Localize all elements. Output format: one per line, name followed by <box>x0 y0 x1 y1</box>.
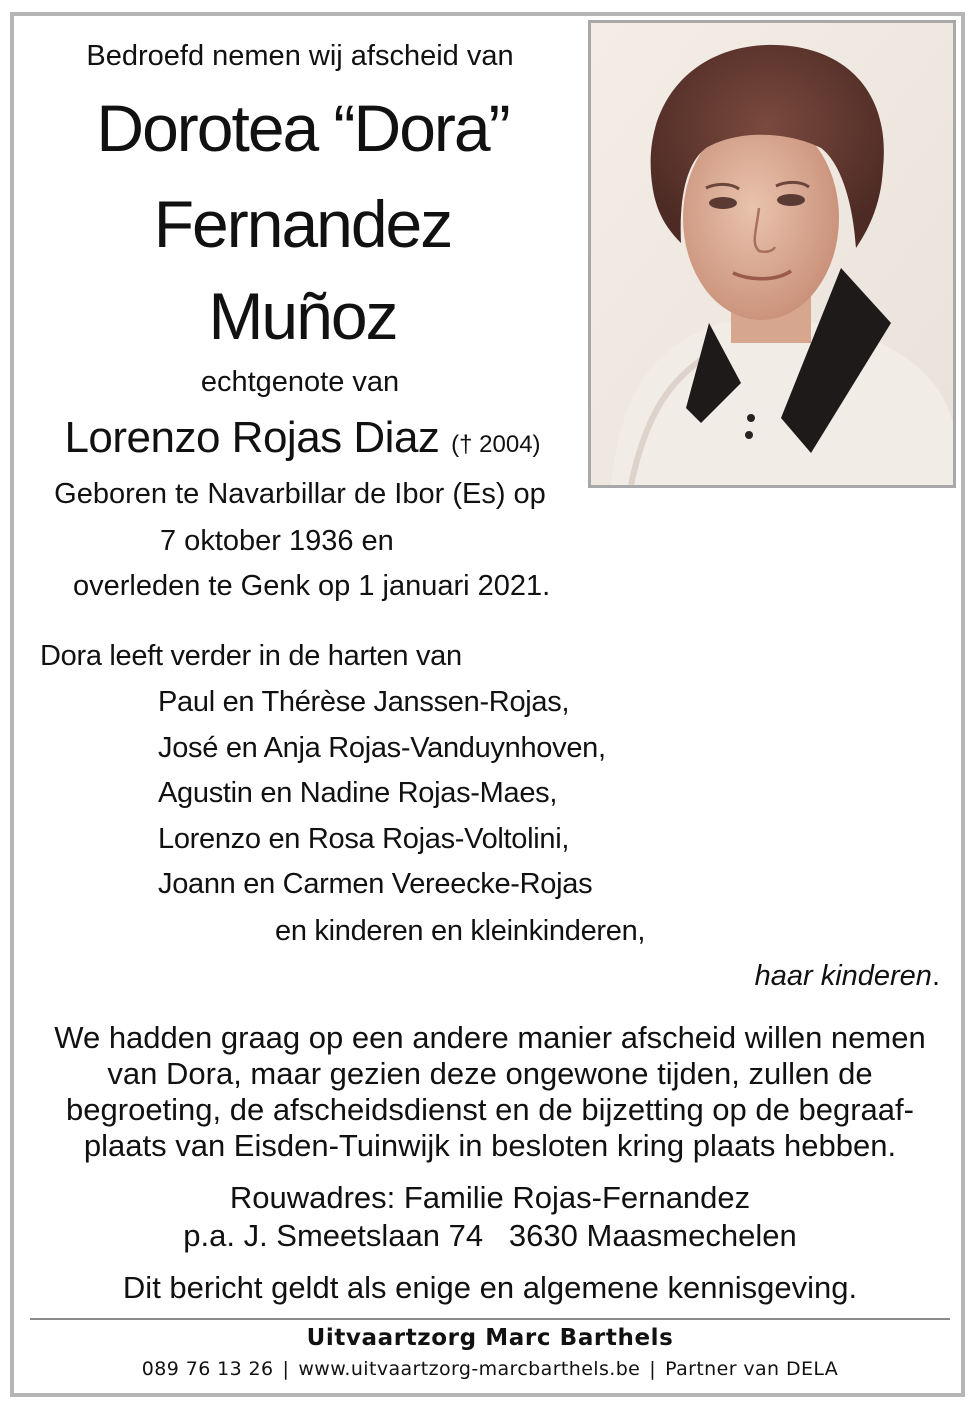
spouse-label: echtgenote van <box>200 366 400 398</box>
signoff <box>755 960 940 993</box>
portrait-illustration <box>591 23 953 485</box>
family-member: José en Anja Rojas-Vanduynhoven, <box>158 732 606 764</box>
spouse-line <box>30 413 575 463</box>
partner-text: Partner van DELA <box>665 1358 839 1380</box>
separator: | <box>282 1358 290 1380</box>
closing-paragraph: We hadden graag op een andere manier afscheid willen nemen van Dora, maar gezien deze ongewone tijden, zullen de begroeting, de afscheidsdienst en de bijzetting op de begraaf-plaats van Eisden-Tuinwijk in besloten kring plaats hebben. <box>54 1020 926 1163</box>
family-member: Paul en Thérèse Janssen-Rojas, <box>158 686 570 718</box>
mourning-address-line2: p.a. J. Smeetslaan 74 3630 Maasmechelen <box>183 1218 797 1253</box>
spouse-name: Lorenzo Rojas Diaz <box>64 413 440 462</box>
family-member: Agustin en Nadine Rojas-Maes, <box>158 777 558 809</box>
signoff-text: haar kinderen <box>754 960 932 992</box>
birth-line: Geboren te Navarbillar de Ibor (Es) op <box>54 478 546 510</box>
phone-number: 089 76 13 26 <box>141 1358 274 1380</box>
portrait-photo <box>588 20 956 488</box>
funeral-home-name: Uitvaartzorg Marc Barthels <box>306 1325 674 1351</box>
mourning-address-line1: Rouwadres: Familie Rojas-Fernandez <box>229 1180 751 1215</box>
deceased-name-line2: Fernandez <box>153 187 452 261</box>
spouse-death-year: († 2004) <box>451 431 541 458</box>
website-link[interactable]: www.uitvaartzorg-marcbarthels.be <box>298 1358 641 1380</box>
deceased-name-line1: Dorotea “Dora” <box>96 91 509 165</box>
intro-text: Bedroefd nemen wij afscheid van <box>86 40 514 72</box>
deceased-name-line3: Muñoz <box>208 279 397 353</box>
family-member: Lorenzo en Rosa Rojas-Voltolini, <box>158 823 570 855</box>
footer-divider <box>30 1318 950 1320</box>
death-line: overleden te Genk op 1 januari 2021. <box>73 570 551 602</box>
separator: | <box>649 1358 657 1380</box>
footer-contact <box>30 1358 950 1380</box>
notice-text: Dit bericht geldt als enige en algemene kennisgeving. <box>122 1270 858 1305</box>
birth-date-line: 7 oktober 1936 en <box>160 525 394 557</box>
family-intro: Dora leeft verder in de harten van <box>40 640 462 672</box>
family-member: Joann en Carmen Vereecke-Rojas <box>158 868 593 900</box>
signoff-punct: . <box>931 960 940 992</box>
family-extra: en kinderen en kleinkinderen, <box>275 915 646 947</box>
